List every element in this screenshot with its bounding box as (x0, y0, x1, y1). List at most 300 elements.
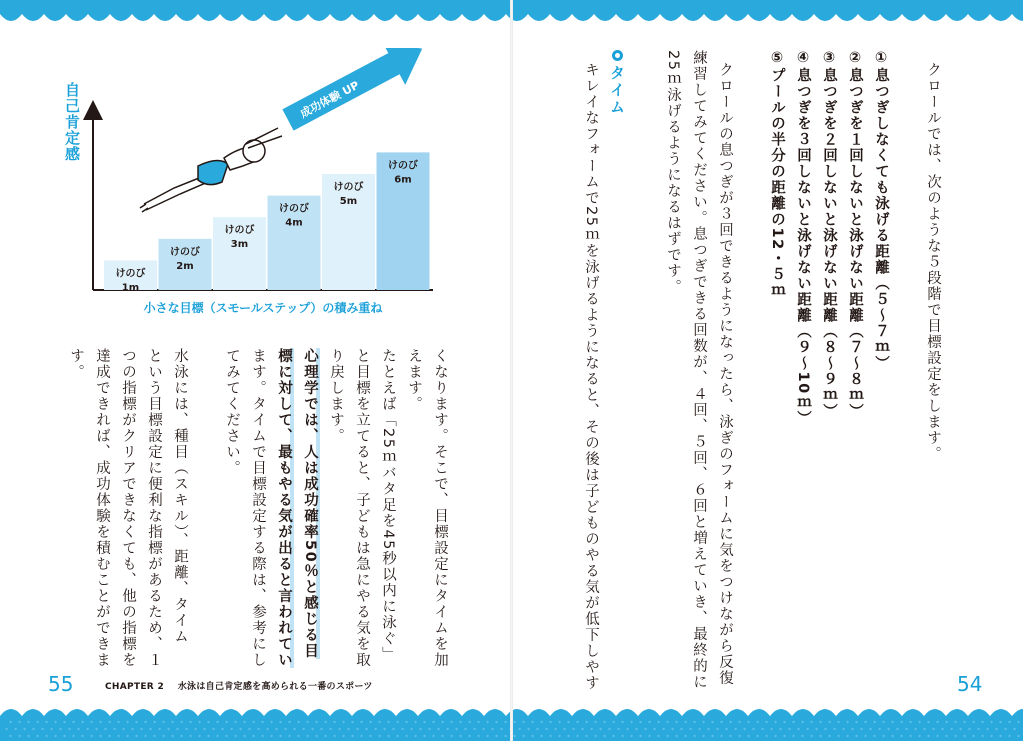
wave-dot (729, 735, 731, 737)
wave-dot (639, 735, 641, 737)
wave-dot (180, 735, 182, 737)
wave-dot (995, 728, 997, 730)
wave-dot (698, 728, 700, 730)
wave-dot (185, 728, 187, 730)
wave-dot (630, 721, 632, 723)
wave-dot (135, 735, 137, 737)
bar-label-bottom-2: 2m (176, 260, 194, 272)
wave-dot (936, 735, 938, 737)
wave-dot (369, 721, 371, 723)
section-heading-time (604, 50, 630, 116)
wave-dot (360, 721, 362, 723)
wave-dot (945, 735, 947, 737)
wave-dot (162, 721, 164, 723)
wave-dot (531, 735, 533, 737)
wave-dot (63, 721, 65, 723)
wave-dot (428, 728, 430, 730)
wave-dot (518, 728, 520, 730)
wave-dot (351, 735, 353, 737)
wave-dot (914, 728, 916, 730)
wave-dot (243, 735, 245, 737)
wave-dot (927, 735, 929, 737)
wave-dot (567, 735, 569, 737)
wave-dot (855, 721, 857, 723)
wave-dot (860, 728, 862, 730)
wave-dot (36, 721, 38, 723)
right-list-2: ②息つぎを１回しないと泳げない距離（７〜８ｍ） (847, 50, 863, 420)
wave-dot (288, 721, 290, 723)
wave-dot (18, 721, 20, 723)
wave-dot (702, 735, 704, 737)
wave-dot (176, 728, 178, 730)
wave-dot (194, 728, 196, 730)
wave-dot (72, 735, 74, 737)
wave-dot (504, 735, 506, 737)
wave-dot (725, 728, 727, 730)
wave-dot (729, 721, 731, 723)
wave-dot (23, 728, 25, 730)
wave-dot (612, 721, 614, 723)
wave-dot (554, 728, 556, 730)
bar-label-bottom-5: 5m (339, 196, 358, 207)
wave-dot (27, 735, 29, 737)
running-head-chapter: CHAPTER 2 (105, 682, 165, 692)
wave-dot (761, 728, 763, 730)
wave-dot (954, 721, 956, 723)
wave-dot (126, 721, 128, 723)
left-col-11: という目標設定に便利な指標があるため、１ (146, 348, 162, 668)
wave-dot (689, 728, 691, 730)
wave-dot (738, 735, 740, 737)
wave-dot (504, 721, 506, 723)
wave-dot (540, 735, 542, 737)
wave-dot (1017, 735, 1019, 737)
wave-dot (315, 735, 317, 737)
wave-dot (171, 735, 173, 737)
wave-dot (756, 721, 758, 723)
wave-dot (108, 735, 110, 737)
wave-dot (716, 728, 718, 730)
wave-dot (666, 735, 668, 737)
wave-dot (774, 735, 776, 737)
wave-dot (801, 721, 803, 723)
right-list-5: ⑤プールの半分の距離の12・５ｍ (769, 50, 785, 299)
wave-dot (644, 728, 646, 730)
wave-dot (707, 728, 709, 730)
wave-dot (599, 728, 601, 730)
wave-dot (851, 728, 853, 730)
wave-dot (923, 728, 925, 730)
wave-dot (621, 721, 623, 723)
wave-dot (945, 721, 947, 723)
wave-dot (891, 721, 893, 723)
wave-dot (468, 735, 470, 737)
wave-dot (653, 728, 655, 730)
wave-dot (581, 728, 583, 730)
wave-dot (198, 735, 200, 737)
left-col-13: 達成できれば、成功体験を積むことができま (94, 348, 110, 668)
wave-dot (234, 735, 236, 737)
wave-dot (248, 728, 250, 730)
running-head (105, 679, 373, 692)
wave-dot (563, 728, 565, 730)
bar-label-bottom-6: 6m (394, 174, 412, 186)
wave-dot (81, 721, 83, 723)
wave-dot (270, 735, 272, 737)
wave-dot (383, 728, 385, 730)
wave-dot (77, 728, 79, 730)
wave-dot (905, 728, 907, 730)
wave-dot (972, 721, 974, 723)
wave-dot (864, 735, 866, 737)
wave-dot (747, 721, 749, 723)
wave-dot (392, 728, 394, 730)
wave-dot (590, 728, 592, 730)
wave-dot (410, 728, 412, 730)
wave-dot (302, 728, 304, 730)
wave-dot (815, 728, 817, 730)
wave-dot (230, 728, 232, 730)
wave-dot (594, 721, 596, 723)
wave-dot (68, 728, 70, 730)
wave-dot (837, 735, 839, 737)
wave-dot (347, 728, 349, 730)
wave-dot (626, 728, 628, 730)
wave-dot (405, 735, 407, 737)
wave-dot (113, 728, 115, 730)
wave-dot (221, 728, 223, 730)
bar-label-top-1: けのび (115, 268, 146, 280)
wave-dot (837, 721, 839, 723)
wave-dot (617, 728, 619, 730)
wave-dot (648, 721, 650, 723)
wave-dot (774, 721, 776, 723)
wave-dot (329, 728, 331, 730)
wave-dot (671, 728, 673, 730)
left-col-6-emphasis: 心理学では、人は成功確率50％と感じる目 (297, 348, 323, 659)
wave-dot (293, 728, 295, 730)
wave-dot (45, 735, 47, 737)
wave-dot (833, 728, 835, 730)
wave-dot (720, 735, 722, 737)
y-axis-label: 自己肯定感 (63, 82, 81, 162)
wave-dot (162, 735, 164, 737)
wave-dot (540, 721, 542, 723)
wave-dot (387, 721, 389, 723)
wave-dot (909, 721, 911, 723)
wave-dot (1017, 721, 1019, 723)
wave-dot (464, 728, 466, 730)
wave-dot (153, 735, 155, 737)
wave-dot (378, 721, 380, 723)
wave-dot (153, 721, 155, 723)
wave-dot (891, 735, 893, 737)
wave-dot (846, 735, 848, 737)
wave-dot (864, 721, 866, 723)
wave-dot (1008, 735, 1010, 737)
wave-dot (279, 721, 281, 723)
wave-dot (711, 735, 713, 737)
wave-dot (450, 735, 452, 737)
wave-dot (225, 735, 227, 737)
wave-dot (72, 721, 74, 723)
wave-dot (621, 735, 623, 737)
wave-dot (797, 728, 799, 730)
section-heading-label: タイム (608, 65, 626, 116)
wave-dot (257, 728, 259, 730)
right-list-3: ③息つぎを２回しないと泳げない距離（８〜９ｍ） (821, 50, 837, 420)
left-col-9: てみてください。 (224, 348, 240, 476)
wave-dot (810, 721, 812, 723)
wave-dot (896, 728, 898, 730)
wave-dot (423, 735, 425, 737)
wave-dot (887, 728, 889, 730)
wave-dot (432, 721, 434, 723)
wave-dot (846, 721, 848, 723)
wave-dot (873, 721, 875, 723)
self-esteem-chart (58, 48, 438, 328)
wave-dot (351, 721, 353, 723)
bullet-circle-icon (612, 50, 623, 61)
wave-dot (932, 728, 934, 730)
wave-dot (657, 721, 659, 723)
wave-dot (446, 728, 448, 730)
wave-dot (720, 721, 722, 723)
wave-dot (513, 721, 515, 723)
wave-dot (455, 728, 457, 730)
wave-dot (360, 735, 362, 737)
wave-dot (522, 735, 524, 737)
wave-dot (486, 735, 488, 737)
wave-dot (558, 721, 560, 723)
wave-dot (32, 728, 34, 730)
wave-dot (959, 728, 961, 730)
wave-dot (401, 728, 403, 730)
right-col-11: キレイなフォームで25ｍを泳げるようになると、その後は子どものやる気が低下しやす (583, 62, 599, 692)
wave-dot (765, 735, 767, 737)
wave-dot (869, 728, 871, 730)
wave-dot (36, 735, 38, 737)
wave-dot (549, 721, 551, 723)
wave-dot (608, 728, 610, 730)
wave-dot (356, 728, 358, 730)
wave-dot (900, 721, 902, 723)
wave-dot (243, 721, 245, 723)
wave-dot (936, 721, 938, 723)
wave-dot (374, 728, 376, 730)
wave-dot (873, 735, 875, 737)
wave-dot (306, 735, 308, 737)
wave-dot (954, 735, 956, 737)
wave-dot (662, 728, 664, 730)
wave-dot (86, 728, 88, 730)
swimmer-illustration (140, 128, 282, 212)
wave-dot (459, 721, 461, 723)
wave-dot (108, 721, 110, 723)
wave-dot (288, 735, 290, 737)
wave-dot (315, 721, 317, 723)
wave-dot (878, 728, 880, 730)
wave-dot (99, 735, 101, 737)
wave-dot (495, 721, 497, 723)
wave-dot (365, 728, 367, 730)
wave-dot (963, 735, 965, 737)
left-col-4: と目標を立てると、子どもは急にやる気を取 (354, 348, 370, 668)
wave-dot (180, 721, 182, 723)
wave-dot (630, 735, 632, 737)
wave-dot (648, 735, 650, 737)
wave-dot (734, 728, 736, 730)
running-head-title: 水泳は自己肯定感を高められる一番のスポーツ (177, 682, 373, 692)
wave-dot (990, 735, 992, 737)
wave-dot (549, 735, 551, 737)
wave-dot (1013, 728, 1015, 730)
wave-dot (468, 721, 470, 723)
wave-dot (167, 728, 169, 730)
wave-dot (603, 721, 605, 723)
wave-dot (824, 728, 826, 730)
wave-dot (342, 735, 344, 737)
wave-dot (765, 721, 767, 723)
wave-dot (18, 735, 20, 737)
right-col-intro: クロールでは、次のような５段階で目標設定をします。 (925, 62, 941, 462)
wave-dot (531, 721, 533, 723)
wave-dot (855, 735, 857, 737)
wave-dot (261, 721, 263, 723)
wave-dot (963, 721, 965, 723)
wave-dot (311, 728, 313, 730)
wave-dot (1008, 721, 1010, 723)
wave-dot (270, 721, 272, 723)
wave-dot (981, 721, 983, 723)
wave-dot (261, 735, 263, 737)
wave-dot (486, 721, 488, 723)
wave-dot (657, 735, 659, 737)
right-col-8: 練習してみてください。息つぎできる回数が、４回、５回、６回と増えていき、最終的に (691, 50, 707, 690)
bar-label-top-6: けのび (388, 160, 418, 172)
wave-dot (54, 721, 56, 723)
wave-dot (738, 721, 740, 723)
left-col-8: ます。タイムで目標設定する際は、参考にし (250, 348, 266, 668)
wave-dot (324, 735, 326, 737)
wave-dot (941, 728, 943, 730)
wave-dot (81, 735, 83, 737)
wave-dot (900, 735, 902, 737)
bar-label-top-2: けのび (170, 246, 200, 258)
wave-dot (117, 735, 119, 737)
wave-dot (828, 735, 830, 737)
wave-dot (216, 721, 218, 723)
wave-dot (756, 735, 758, 737)
wave-dot (693, 721, 695, 723)
bar-label-bottom-4: 4m (285, 217, 303, 229)
bar-label-top-3: けのび (224, 225, 255, 237)
wave-dot (576, 721, 578, 723)
wave-dot (252, 721, 254, 723)
wave-dot (423, 721, 425, 723)
page-number-right: 54 (957, 672, 983, 696)
left-col-5: り戻します。 (328, 348, 344, 444)
left-col-7-emphasis: 標に対して、最もやる気が出ると言われてい (271, 348, 297, 668)
wave-dot (333, 735, 335, 737)
wave-dot (473, 728, 475, 730)
wave-dot (333, 721, 335, 723)
wave-dot (801, 735, 803, 737)
left-col-14: す。 (68, 348, 84, 380)
wave-dot (675, 721, 677, 723)
wave-dot (770, 728, 772, 730)
wave-dot (189, 721, 191, 723)
wave-dot (752, 728, 754, 730)
wave-dot (819, 735, 821, 737)
wave-dot (338, 728, 340, 730)
wave-dot (90, 721, 92, 723)
wave-dot (684, 735, 686, 737)
wave-dot (306, 721, 308, 723)
wave-dot (702, 721, 704, 723)
wave-dot (536, 728, 538, 730)
wave-dot (806, 728, 808, 730)
wave-dot (63, 735, 65, 737)
wave-dot (558, 735, 560, 737)
wave-dot (612, 735, 614, 737)
wave-dot (684, 721, 686, 723)
wave-dot (477, 735, 479, 737)
wave-dot (981, 735, 983, 737)
wave-dot (968, 728, 970, 730)
arrow-label: 成功体験 UP (298, 78, 362, 121)
wave-dot (882, 735, 884, 737)
wave-dot (635, 728, 637, 730)
wave-dot (972, 735, 974, 737)
wave-dot (990, 721, 992, 723)
wave-dot (9, 735, 11, 737)
wave-dot (810, 735, 812, 737)
wave-dot (378, 735, 380, 737)
wave-dot (117, 721, 119, 723)
wave-dot (572, 728, 574, 730)
wave-dot (927, 721, 929, 723)
wave-dot (567, 721, 569, 723)
wave-dot (207, 721, 209, 723)
wave-dot (45, 721, 47, 723)
wave-dot (396, 735, 398, 737)
wave-dot (284, 728, 286, 730)
x-axis-label: 小さな目標（スモールステップ）の積み重ね (143, 301, 383, 315)
wave-dot (297, 735, 299, 737)
wave-dot (918, 721, 920, 723)
wave-dot (189, 735, 191, 737)
bar-label-top-5: けのび (333, 182, 364, 193)
wave-dot (666, 721, 668, 723)
wave-dot (297, 721, 299, 723)
wave-dot (266, 728, 268, 730)
wave-dot (140, 728, 142, 730)
wave-dot (342, 721, 344, 723)
wave-dot (977, 728, 979, 730)
wave-dot (545, 728, 547, 730)
wave-dot (9, 721, 11, 723)
wave-dot (842, 728, 844, 730)
wave-dot (95, 728, 97, 730)
wave-dot (387, 735, 389, 737)
page-number-left: 55 (48, 672, 74, 696)
right-col-9: 25ｍ泳げるようになるはずです。 (665, 50, 681, 296)
wave-dot (576, 735, 578, 737)
wave-dot (369, 735, 371, 737)
wave-dot (207, 735, 209, 737)
wave-dot (482, 728, 484, 730)
